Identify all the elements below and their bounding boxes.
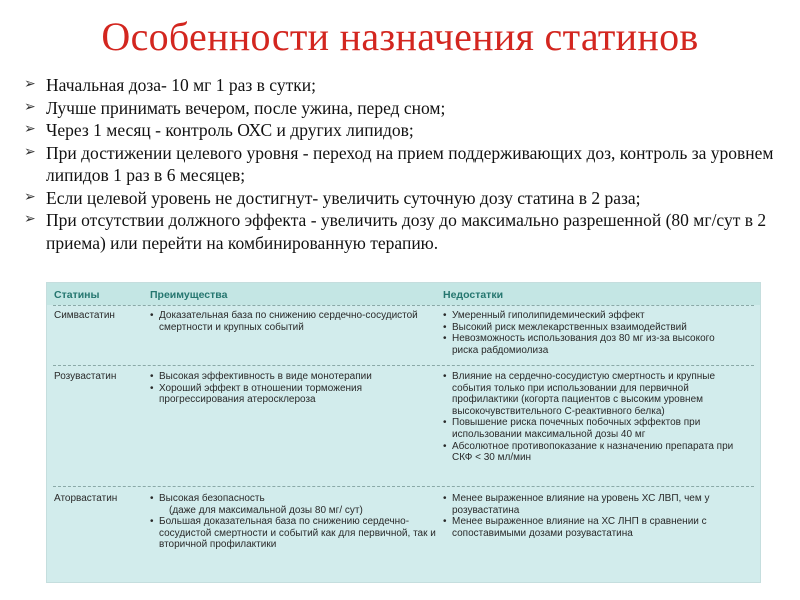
dot-bullet-icon: • — [443, 417, 447, 429]
table-header — [47, 283, 760, 305]
bullet-text: Если целевой уровень не достигнут- увеличить суточную дозу статина в 2 раза; — [46, 187, 641, 208]
dot-bullet-icon: • — [150, 516, 154, 528]
dot-bullet-icon: • — [150, 493, 154, 504]
bullet-text: При отсутствии должного эффекта - увеличить дозу до максимально разрешенной (80 мг/сут в 2 приема) или перейти на комбинированную терапию. — [46, 210, 767, 253]
advantage-item: • Хороший эффект в отношении торможения прогрессирования атеросклероза — [150, 382, 363, 406]
disadvantages-cell — [443, 371, 743, 464]
advantage-item: • Доказательная база по снижению сердечно-сосудистой смертности и крупных событий — [150, 310, 418, 333]
bullet-item — [24, 97, 784, 120]
slide-title: Особенности назначения статинов — [101, 14, 699, 59]
arrow-bullet-icon: ➢ — [24, 77, 36, 92]
drug-name: Розувастатин — [54, 371, 117, 382]
drug-name: Аторвастатин — [54, 493, 118, 504]
bullet-item — [24, 119, 784, 142]
bullet-item — [24, 74, 784, 97]
dot-bullet-icon: • — [150, 371, 154, 382]
advantages-cell — [150, 493, 440, 551]
row-divider — [53, 365, 754, 366]
header-advantages: Преимущества — [150, 289, 228, 301]
drug-name: Симвастатин — [54, 310, 115, 321]
dot-bullet-icon: • — [443, 371, 447, 382]
disadvantage-item: • Умеренный гиполипидемический эффект — [443, 310, 645, 321]
statins-table — [46, 282, 761, 583]
dot-bullet-icon: • — [443, 310, 447, 321]
arrow-bullet-icon: ➢ — [24, 99, 36, 115]
disadvantage-item: • Менее выраженное влияние на уровень ХС ЛВП, чем у розувастатина — [443, 493, 710, 516]
disadvantage-item: • Абсолютное противопоказание к назначению препарата при СКФ < 30 мл/мин — [443, 440, 734, 464]
bullet-item — [24, 142, 784, 187]
advantages-cell — [150, 371, 440, 406]
advantage-item: • Высокая безопасность — [150, 493, 265, 504]
advantages-cell — [150, 310, 440, 333]
dot-bullet-icon: • — [443, 493, 447, 504]
disadvantages-cell — [443, 493, 743, 539]
disadvantages-cell — [443, 310, 743, 356]
arrow-bullet-icon: ➢ — [24, 189, 36, 205]
bullet-list — [24, 74, 784, 254]
arrow-bullet-icon: ➢ — [24, 144, 36, 160]
arrow-bullet-icon: ➢ — [24, 212, 36, 227]
bullet-text: При достижении целевого уровня - переход на прием поддерживающих доз, контроль за уровнем липидов 1 раз в 6 месяцев; — [46, 142, 774, 185]
disadvantage-item: • Менее выраженное влияние на ХС ЛНП в сравнении с сопоставимыми дозами розувастатина — [443, 516, 707, 539]
advantage-item: • Высокая эффективность в виде монотерапии — [150, 371, 372, 382]
advantage-item: • Большая доказательная база по снижению сердечно-сосудистой смертности и событий как для первичной, так и вторичной профилактики — [150, 516, 436, 551]
dot-bullet-icon: • — [443, 321, 447, 333]
dot-bullet-icon: • — [443, 516, 447, 528]
advantage-note: (даже для максимальной дозы 80 мг/ сут) — [169, 504, 363, 516]
disadvantage-item: • Влияние на сердечно-сосудистую смертность и крупные события только при использовании для первичной профилактики (когорта пациентов с высоким уровнем высокочувствительного С-реактивного белка) — [443, 371, 716, 417]
disadvantage-item: • Высокий риск межлекарственных взаимодействий — [443, 321, 687, 333]
bullet-text: Через 1 месяц - контроль ОХС и других липидов; — [46, 120, 414, 140]
disadvantage-item: • Невозможность использования доз 80 мг из-за высокого риска рабдомиолиза — [443, 333, 715, 356]
dot-bullet-icon: • — [150, 382, 154, 394]
arrow-bullet-icon: ➢ — [24, 122, 36, 137]
bullet-item — [24, 187, 784, 210]
dot-bullet-icon: • — [150, 310, 154, 321]
bullet-text: Начальная доза- 10 мг 1 раз в сутки; — [46, 75, 316, 95]
disadvantage-item: • Повышение риска почечных побочных эффектов при использовании максимальной дозы 40 мг — [443, 417, 701, 440]
dot-bullet-icon: • — [443, 333, 447, 345]
header-disadvantages: Недостатки — [443, 289, 504, 301]
header-statins: Статины — [54, 289, 100, 301]
dot-bullet-icon: • — [443, 440, 447, 452]
bullet-text: Лучше принимать вечером, после ужина, перед сном; — [46, 97, 446, 118]
row-divider — [53, 305, 754, 306]
bullet-item — [24, 209, 784, 254]
row-divider — [53, 486, 754, 487]
